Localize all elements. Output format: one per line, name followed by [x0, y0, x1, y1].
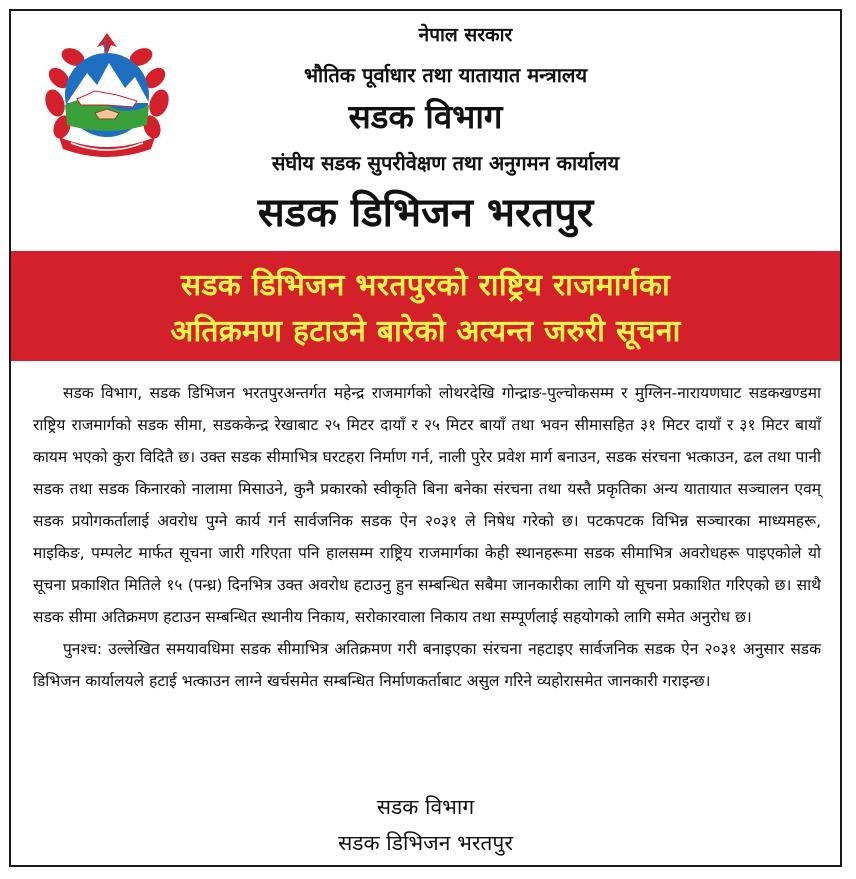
department-name: सडक विभाग — [348, 97, 503, 136]
signature-department: सडक विभाग — [376, 795, 475, 819]
notice-paragraph-postscript: पुनश्च: उल्लेखित समयावधिमा सडक सीमाभित्र अतिक्रमण गरी बनाइएका संरचना नहटाइए सार्वजनिक सडक ऐन २०३१ अनुसार सडक डिभिजन कार्यालयले हटाई भत्काउन लाग्ने खर्चसमेत सम्बन्धित निर्माणकर्ताबाट असुल गरिने व्यहोरासमेत जानकारी गराइन्छ। — [33, 640, 821, 690]
government-name: नेपाल सरकार — [418, 24, 513, 46]
notice-paragraph-main: सडक विभाग, सडक डिभिजन भरतपुरअन्तर्गत महेन्द्र राजमार्गको लोथरदेखि गोन्द्राङ-पुल्चोकसम्म र मुग्लिन-नारायणघाट सडकखण्डमा राष्ट्रिय राजमार्गको सडक सीमा, सडककेन्द्र रेखाबाट २५ मिटर दायाँ र २५ मिटर बायाँ तथा भवन सीमासहित ३१ मिटर दायाँ र ३१ मिटर बायाँ कायम भएको कुरा विदितै छ। उक्त सडक सीमाभित्र घरटहरा निर्माण गर्न, नाली पुरेर प्रवेश मार्ग बनाउन, सडक संरचना भत्काउन, ढल तथा पानी सडक तथा सडक किनारको नालामा मिसाउने, कुनै प्रकारको स्वीकृति बिना बनेका संरचना तथा यस्तै प्रकृतिका अन्य यातायात सञ्चालन एवम् सडक प्रयोगकर्तालाई अवरोध पुग्ने कार्य गर्न सार्वजनिक सडक ऐन २०३१ ले निषेध गरेको छ। पटकपटक विभिन्न सञ्चारका माध्यमहरू, माइकिङ, पम्पलेट मार्फत सूचना जारी गरिएता पनि हालसम्म राष्ट्रिय राजमार्गका केही स्थानहरूमा सडक सीमाभित्र अवरोधहरू पाइएकोले यो सूचना प्रकाशित मितिले १५ (पन्ध्र) दिनभित्र उक्त अवरोध हटाउनु हुन सम्बन्धित सबैमा जानकारीका लागि यो सूचना प्रकाशित गरिएको छ। साथै सडक सीमा अतिक्रमण हटाउन सम्बन्धित स्थानीय निकाय, सरोकारवाला निकाय तथा सम्पूर्णलाई सहयोगको लागि समेत अनुरोध छ। — [33, 384, 821, 626]
notice-title-line-1: सडक डिभिजन भरतपुरको राष्ट्रिय राजमार्गका — [180, 268, 671, 303]
division-name: सडक डिभिजन भरतपुर — [257, 190, 594, 236]
notice-frame — [9, 9, 842, 867]
office-name: संघीय सडक सुपरीवेक्षण तथा अनुगमन कार्यालय — [271, 151, 620, 175]
notice-body — [33, 377, 821, 697]
notice-title-banner — [11, 251, 840, 361]
ministry-name: भौतिक पूर्वाधार तथा यातायात मन्त्रालय — [303, 63, 588, 87]
notice-title-line-2: अतिक्रमण हटाउने बारेको अत्यन्त जरुरी सूचना — [170, 314, 681, 349]
signature-division: सडक डिभिजन भरतपुर — [338, 831, 513, 855]
